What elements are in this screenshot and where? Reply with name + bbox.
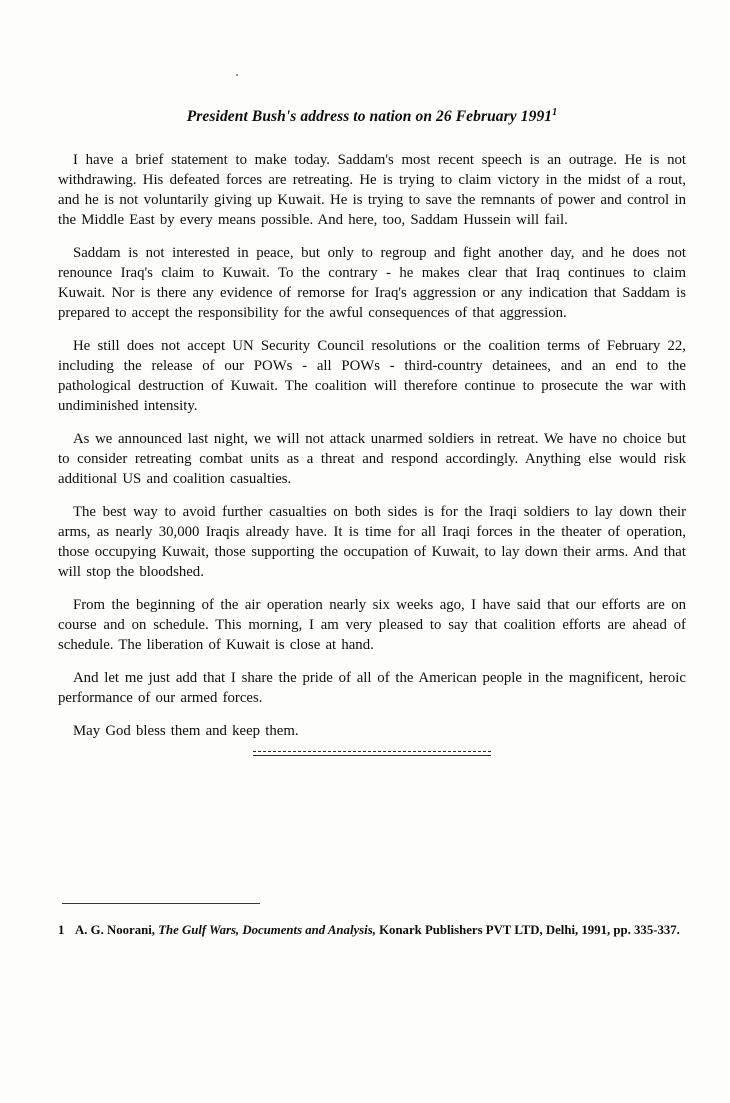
paragraph: And let me just add that I share the pride of all of the American people in the magnificent, heroic performance of our armed forces. xyxy=(58,670,686,706)
footnote xyxy=(58,921,686,940)
paragraph: Saddam is not interested in peace, but only to regroup and fight another day, and he does not renounce Iraq's claim to Kuwait. To the contrary - he makes clear that Iraq continues to claim Kuwait. Nor is there any evidence of remorse for Iraq's aggression or any indication that Saddam is prepared to accept the responsibility for the awful consequences of that aggression. xyxy=(58,245,686,321)
paragraph: From the beginning of the air operation nearly six weeks ago, I have said that our efforts are on course and on schedule. This morning, I am very pleased to say that coalition efforts are ahead of schedule. The liberation of Kuwait is close at hand. xyxy=(58,597,686,653)
footnote-work-title: The Gulf Wars, Documents and Analysis, xyxy=(158,923,376,937)
end-of-text-rule xyxy=(253,751,491,756)
paragraph: As we announced last night, we will not attack unarmed soldiers in retreat. We have no choice but to consider retreating combat units as a threat and respond accordingly. Anything else would risk additional US and coalition casualties. xyxy=(58,431,686,487)
title-footnote-ref: 1 xyxy=(552,106,558,118)
document-title xyxy=(58,108,686,126)
paragraph: He still does not accept UN Security Council resolutions or the coalition terms of February 22, including the release of our POWs - all POWs - third-country detainees, and an end to the pathological destruction of Kuwait. The coalition will therefore continue to prosecute the war with undiminished intensity. xyxy=(58,338,686,414)
footnote-area xyxy=(58,903,686,940)
footnote-publisher: Konark Publishers PVT LTD, Delhi, 1991, pp. 335-337. xyxy=(375,923,680,937)
paragraph: May God bless them and keep them. xyxy=(73,723,299,739)
paragraph: The best way to avoid further casualties on both sides is for the Iraqi soldiers to lay down their arms, as nearly 30,000 Iraqis already have. It is time for all Iraqi forces in the theater of operation, those occupying Kuwait, those supporting the occupation of Kuwait, to lay down their arms. And that will stop the bloodshed. xyxy=(58,504,686,580)
document-body xyxy=(58,108,686,756)
footnote-marker: 1 xyxy=(58,923,65,937)
footnote-author: A. G. Noorani, xyxy=(75,923,159,937)
document-title-text: President Bush's address to nation on 26 February 1991 xyxy=(186,108,553,125)
footnote-text xyxy=(75,921,686,940)
footnote-separator-rule xyxy=(62,903,260,904)
scan-artifact-dot xyxy=(236,74,238,76)
paragraph: I have a brief statement to make today. Saddam's most recent speech is an outrage. He is not withdrawing. His defeated forces are retreating. He is trying to claim victory in the midst of a rout, and he is not voluntarily giving up Kuwait. He is trying to save the remnants of power and control in the Middle East by every means possible. And here, too, Saddam Hussein will fail. xyxy=(58,152,686,228)
